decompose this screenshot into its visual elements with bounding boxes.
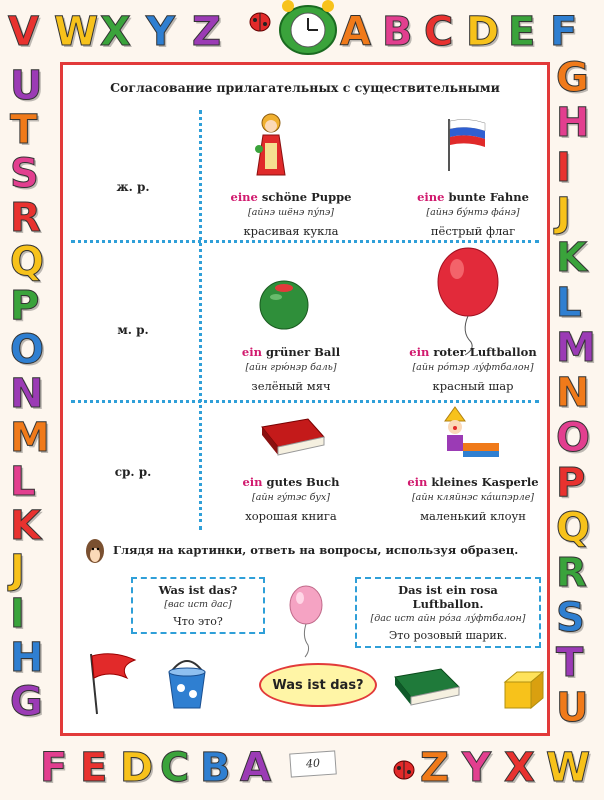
- phrase-transcription: [айн кляйнэс кáшпэрле]: [411, 492, 535, 503]
- example-answer-box: [355, 577, 541, 648]
- example-question-box: [131, 577, 265, 634]
- border-letter: B: [382, 9, 413, 55]
- gender-label-masculine: м. р.: [117, 323, 149, 337]
- border-letter: A: [340, 9, 371, 55]
- border-letter: R: [556, 550, 587, 596]
- border-letter: Q: [10, 239, 45, 285]
- border-letter: B: [200, 745, 231, 791]
- border-letter: N: [10, 371, 44, 417]
- phrase-transcription: [айн гýтэс бух]: [252, 492, 330, 503]
- phrase-good-book: [211, 475, 371, 523]
- phrase-german: schöne Puppe: [257, 190, 352, 204]
- article: ein: [242, 475, 263, 489]
- border-letter: J: [556, 190, 571, 236]
- phrase-german: kleines Kasperle: [427, 475, 539, 489]
- border-letter: M: [10, 415, 50, 461]
- border-letter: X: [100, 9, 131, 55]
- border-letter: M: [556, 325, 596, 371]
- border-letter: F: [40, 745, 68, 791]
- border-letter: W: [54, 9, 99, 55]
- gender-label-feminine: ж. р.: [116, 180, 150, 194]
- border-letter: D: [120, 745, 154, 791]
- red-flag-icon: [83, 650, 143, 716]
- border-letter: K: [10, 503, 41, 549]
- border-letter: Y: [146, 9, 175, 55]
- border-letter: T: [556, 640, 584, 686]
- border-letter: W: [546, 745, 591, 791]
- clock-icon: [276, 0, 340, 56]
- border-letter: Q: [556, 505, 591, 551]
- border-letter: U: [556, 685, 589, 731]
- article: ein: [407, 475, 428, 489]
- phrase-german: gutes Buch: [262, 475, 340, 489]
- exercise-instruction: Глядя на картинки, ответь на вопросы, используя образец.: [113, 543, 519, 557]
- border-letter: Y: [462, 745, 491, 791]
- border-letter: S: [556, 595, 585, 641]
- article: ein: [241, 345, 262, 359]
- border-letter: L: [556, 280, 582, 326]
- red-balloon-icon: [435, 247, 501, 357]
- border-letter: X: [504, 745, 535, 791]
- page-number: 40: [289, 750, 337, 777]
- border-letter: S: [10, 151, 39, 197]
- border-letter: N: [556, 370, 590, 416]
- border-letter: O: [556, 415, 591, 461]
- border-letter: V: [8, 9, 39, 55]
- border-letter: F: [550, 9, 578, 55]
- clown-icon: [435, 405, 505, 461]
- phrase-transcription: [айнэ бýнтэ фáнэ]: [426, 207, 520, 218]
- border-letter: K: [556, 235, 587, 281]
- border-letter: J: [10, 547, 25, 593]
- border-letter: G: [10, 679, 43, 725]
- article: eine: [230, 190, 258, 204]
- hedgehog-icon: [83, 535, 107, 565]
- question-bubble: Was ist das?: [259, 663, 377, 707]
- pink-balloon-icon: [288, 585, 324, 659]
- row-divider: [71, 240, 539, 243]
- content-frame: [60, 62, 550, 736]
- phrase-russian: красный шар: [432, 379, 514, 393]
- phrase-beautiful-doll: [211, 190, 371, 238]
- example-answer-transcription: [дас ист айн рóза лýфтбалон]: [370, 613, 526, 624]
- phrase-german: grüner Ball: [261, 345, 341, 359]
- example-answer-german: Das ist ein rosa Luftballon.: [398, 583, 498, 611]
- border-letter: G: [556, 55, 589, 101]
- border-letter: D: [466, 9, 500, 55]
- gender-label-neuter: ср. р.: [114, 465, 152, 479]
- border-letter: O: [10, 327, 45, 373]
- phrase-russian: хорошая книга: [245, 509, 337, 523]
- border-letter: I: [10, 591, 25, 637]
- border-letter: T: [10, 107, 38, 153]
- article: eine: [417, 190, 445, 204]
- phrase-russian: маленький клоун: [420, 509, 526, 523]
- bucket-icon: [163, 650, 211, 712]
- phrase-russian: пёстрый флаг: [430, 224, 516, 238]
- border-letter: H: [556, 100, 590, 146]
- phrase-transcription: [айнэ шёнэ пýпэ]: [248, 207, 334, 218]
- green-book-icon: [391, 665, 463, 709]
- border-letter: P: [10, 283, 40, 329]
- example-question-transcription: [вас ист дас]: [164, 599, 232, 610]
- border-letter: C: [160, 745, 190, 791]
- border-letter: E: [508, 9, 536, 55]
- phrase-german: bunte Fahne: [444, 190, 529, 204]
- phrase-transcription: [айн рóтэр лýфтбалон]: [412, 362, 534, 373]
- book-icon: [258, 415, 328, 459]
- phrase-german: roter Luftballon: [429, 345, 537, 359]
- phrase-red-balloon: [393, 345, 553, 393]
- flag-icon: [443, 115, 491, 173]
- border-letter: C: [424, 9, 454, 55]
- doll-icon: [251, 113, 291, 181]
- example-answer-russian: Это розовый шарик.: [388, 629, 508, 642]
- ladybug-icon: [248, 10, 272, 32]
- page-title: Согласование прилагательных с существительными: [110, 80, 500, 95]
- phrase-green-ball: [211, 345, 371, 393]
- example-question-russian: Что это?: [173, 615, 223, 628]
- phrase-colorful-flag: [393, 190, 553, 238]
- border-letter: A: [240, 745, 271, 791]
- phrase-little-clown: [393, 475, 553, 523]
- border-letter: P: [556, 460, 586, 506]
- border-letter: U: [10, 63, 43, 109]
- example-question-german: Was ist das?: [158, 583, 238, 597]
- phrase-transcription: [айн грю́нэр баль]: [245, 362, 337, 373]
- border-letter: H: [10, 635, 44, 681]
- border-letter: E: [80, 745, 108, 791]
- border-letter: Z: [192, 9, 222, 55]
- ball-icon: [258, 279, 310, 331]
- phrase-russian: красивая кукла: [243, 224, 339, 238]
- border-letter: Z: [420, 745, 450, 791]
- row-divider: [71, 400, 539, 403]
- phrase-russian: зелёный мяч: [251, 379, 331, 393]
- ladybug-icon: [392, 758, 416, 780]
- yellow-cube-icon: [501, 670, 545, 710]
- border-letter: R: [10, 195, 41, 241]
- vertical-divider: [199, 110, 202, 530]
- article: ein: [409, 345, 430, 359]
- border-letter: L: [10, 459, 36, 505]
- border-letter: I: [556, 145, 571, 191]
